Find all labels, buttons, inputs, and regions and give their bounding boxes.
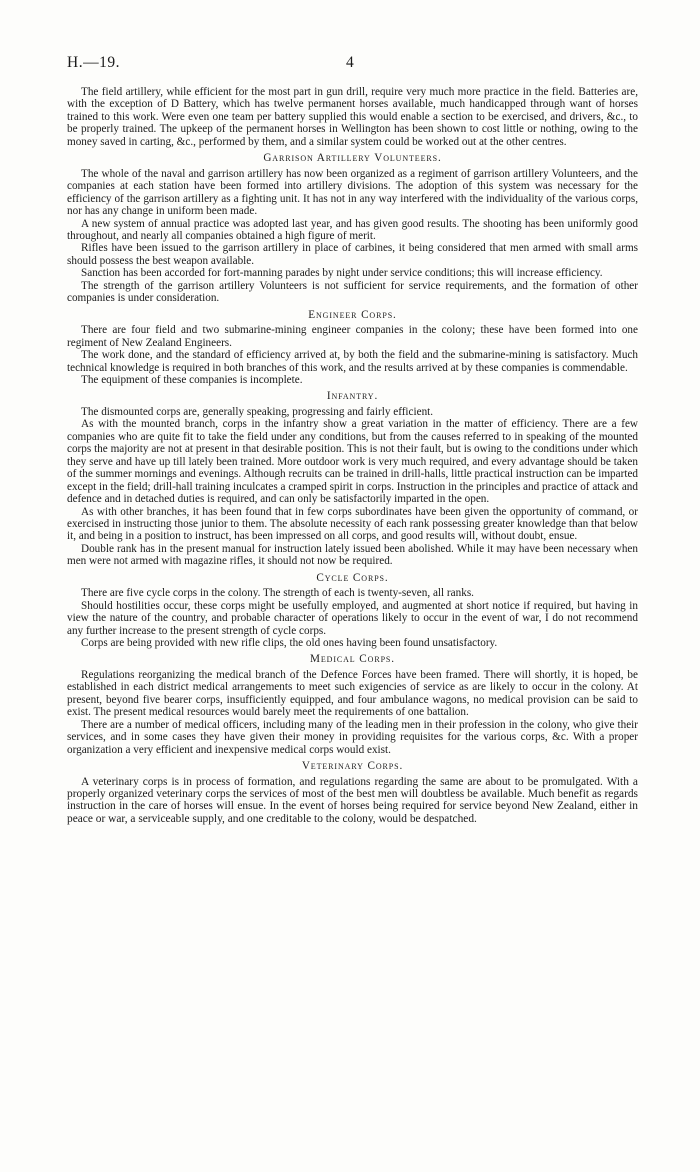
section-heading: Medical Corps.: [310, 653, 395, 666]
document-body: [67, 86, 638, 825]
paragraph: As with the mounted branch, corps in the infantry show a great variation in the matter of efficiency. There are a few companies who are quite fit to take the field under any conditions, but from the causes referred to in speaking of the mounted corps the majority are not at present in that desirable position. This is not their fault, but is owing to the conditions under which they serve and have up till lately been trained. More outdoor work is very much required, and every advantage should be taken of the summer mornings and evenings. Although recruits can be trained in drill-halls, little practical instruction can be imparted except in the field; drill-hall training inculcates a cramped spirit in corps. Instruction in the principles and practice of attack and defence and in detached duties is required, and can only be satisfactorily imparted in the open.: [67, 418, 638, 506]
section-heading: Garrison Artillery Volunteers.: [263, 152, 442, 165]
paragraph: Double rank has in the present manual for instruction lately issued been abolished. While it may have been necessary when men were not armed with magazine rifles, it should not now be required.: [67, 542, 638, 568]
section-infantry: [67, 386, 638, 567]
page-header: [67, 54, 637, 74]
section-veterinary-corps: [67, 756, 638, 825]
paragraph: There are four field and two submarine-mining engineer companies in the colony; these have been formed into one regiment of New Zealand Engineers.: [67, 324, 638, 349]
intro-section: [67, 86, 638, 148]
paragraph: The field artillery, while efficient for the most part in gun drill, require very much more practice in the field. Batteries are, with the exception of D Battery, which has twelve permanent horses available, much handicapped through want of horses trained to this work. Were even one team per battery supplied this would enable a section to be exercised, and drivers, &c., to be properly trained. The upkeep of the permanent horses in Wellington has been shown to cost little or nothing, owing to the money saved in carting, &c., performed by them, and a similar system could be worked out at the other centres.: [67, 86, 638, 148]
section-heading: Engineer Corps.: [308, 308, 397, 321]
section-garrison-artillery: [67, 148, 638, 304]
paragraph: Regulations reorganizing the medical branch of the Defence Forces have been framed. There will shortly, it is hoped, be established in each district medical arrangements to meet such exigencies of service as are likely to occur in the colony. At present, beyond five bearer corps, insufficiently equipped, and four ambulance wagons, no medical provision can be said to exist. The present medical resources would barely meet the requirements of one battalion.: [67, 668, 638, 719]
page-number: 4: [346, 54, 354, 71]
section-cycle-corps: [67, 568, 638, 650]
paragraph: There are five cycle corps in the colony. The strength of each is twenty-seven, all ranks.: [81, 587, 474, 600]
section-heading: Cycle Corps.: [316, 571, 389, 584]
paragraph: There are a number of medical officers, including many of the leading men in their profession in the colony, who give their services, and in some cases they have given their money in providing requisites for the various corps, &c. With a proper organization a very efficient and inexpensive medical corps would exist.: [67, 718, 638, 756]
section-heading: Veterinary Corps.: [301, 760, 404, 773]
document-reference: H.—19.: [67, 54, 120, 71]
paragraph: The whole of the naval and garrison artillery has now been organized as a regiment of garrison artillery Volunteers, and the companies at each station have been formed into artillery divisions. The adoption of this system was necessary for the efficiency of the garrison artillery as a fighting unit. It has not in any way interfered with the individuality of the various corps, nor has any change in uniform been made.: [67, 167, 638, 218]
paragraph: Sanction has been accorded for fort-manning parades by night under service conditions; this will increase efficiency.: [81, 267, 603, 280]
paragraph: The strength of the garrison artillery Volunteers is not sufficient for service requirements, and the formation of other companies is under consideration.: [67, 279, 638, 305]
paragraph: Should hostilities occur, these corps might be usefully employed, and augmented at short notice if required, but having in view the nature of the country, and probable character of operations likely to occur in the event of war, I do not recommend any further increase to the present strength of cycle corps.: [67, 599, 638, 637]
paragraph: A veterinary corps is in process of formation, and regulations regarding the same are about to be promulgated. With a properly organized veterinary corps the services of most of the best men will doubtless be available. Much benefit as regards instruction in the care of horses will ensue. In the event of horses being required for service beyond New Zealand, either in peace or war, a serviceable supply, and one creditable to the colony, would be despatched.: [67, 775, 638, 825]
paragraph: The equipment of these companies is incomplete.: [81, 373, 303, 386]
paragraph: Corps are being provided with new rifle clips, the old ones having been found unsatisfactory.: [81, 637, 498, 650]
section-heading: Infantry.: [326, 390, 379, 403]
paragraph: A new system of annual practice was adopted last year, and has given good results. The shooting has been uniformly good throughout, and nearly all companies obtained a high figure of merit.: [67, 217, 638, 242]
section-medical-corps: [67, 649, 638, 756]
paragraph: Rifles have been issued to the garrison artillery in place of carbines, it being considered that men armed with small arms should possess the best weapon available.: [67, 242, 638, 267]
paragraph: As with other branches, it has been found that in few corps subordinates have been given the opportunity of command, or exercised in instructing those junior to them. The absolute necessity of each rank possessing greater knowledge than that below it, and being in a position to instruct, has been impressed on all corps, and good results will, without doubt, ensue.: [67, 505, 638, 543]
paragraph: The work done, and the standard of efficiency arrived at, by both the field and the submarine-mining is satisfactory. Much technical knowledge is required in both branches of this work, and the results arrived at by these companies is commendable.: [67, 349, 638, 374]
section-engineer-corps: [67, 305, 638, 387]
paragraph: The dismounted corps are, generally speaking, progressing and fairly efficient.: [81, 405, 434, 418]
